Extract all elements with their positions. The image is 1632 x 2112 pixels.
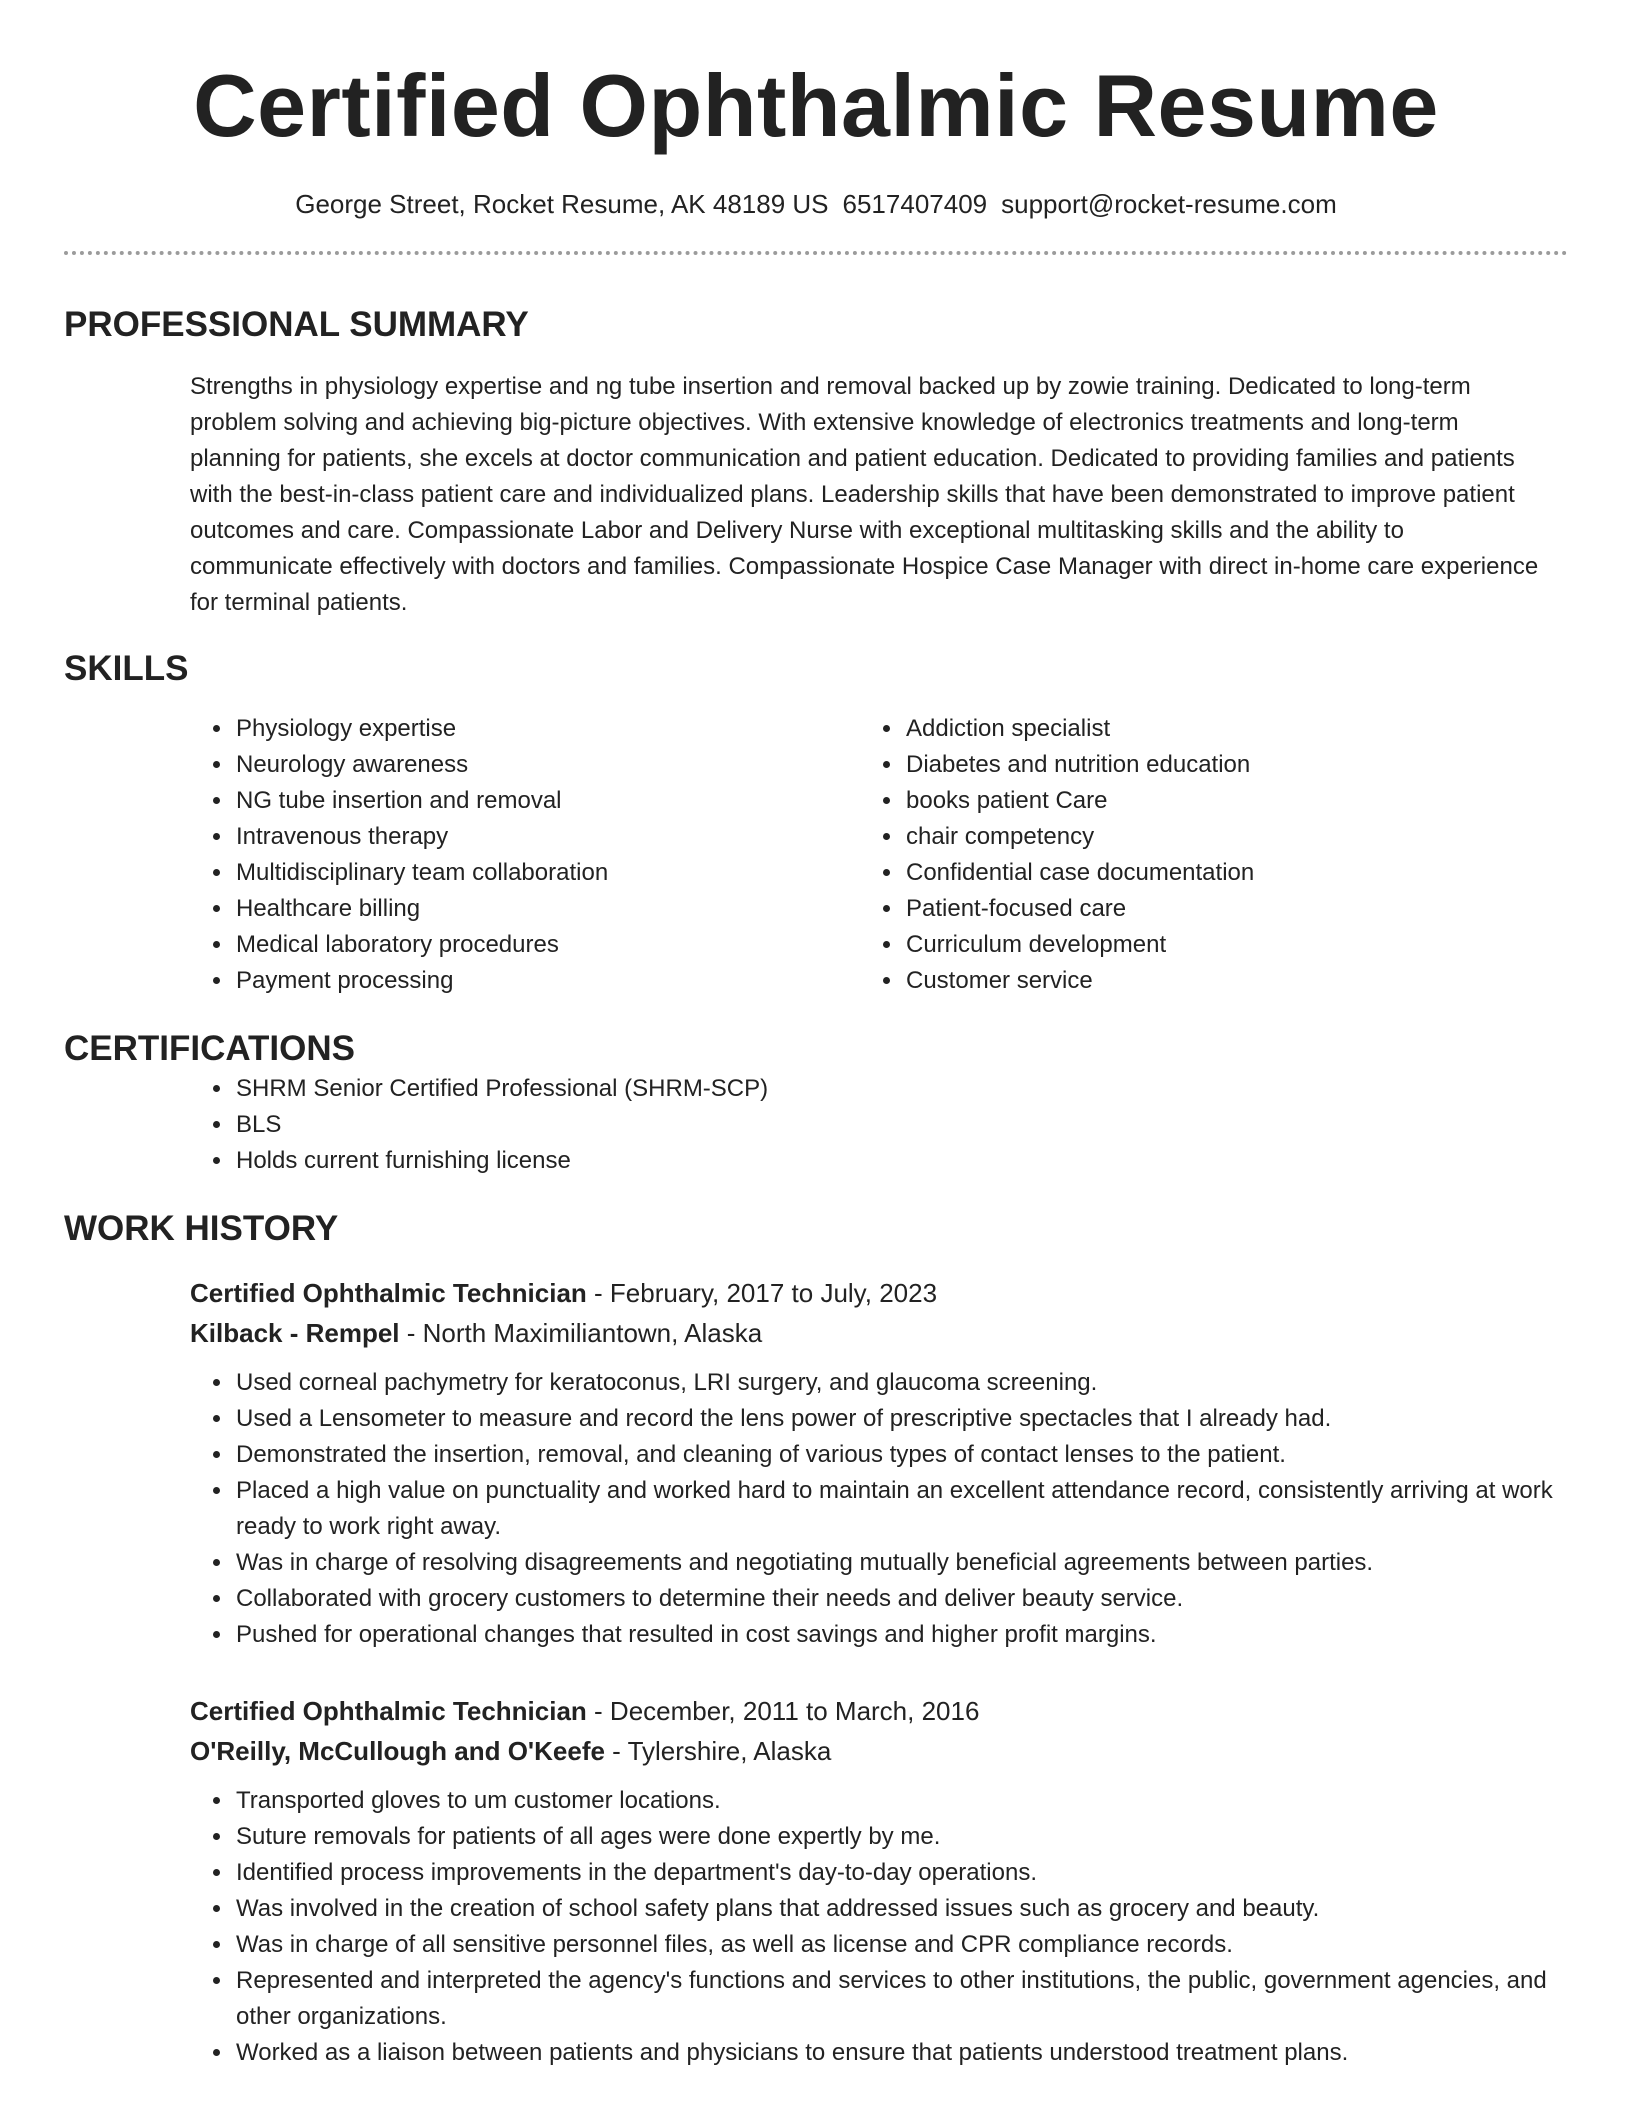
- certification-item: • SHRM Senior Certified Professional (SHRM-SCP): [234, 1071, 1568, 1107]
- skill-item: • Patient-focused care: [904, 891, 1254, 927]
- skill-item: • Curriculum development: [904, 927, 1254, 963]
- certification-item: • Holds current furnishing license: [234, 1143, 1568, 1179]
- job-dates: - February, 2017 to July, 2023: [586, 1278, 938, 1308]
- job-entry: [190, 1691, 1565, 2071]
- skill-item: • chair competency: [904, 819, 1254, 855]
- skill-item: • Addiction specialist: [904, 711, 1254, 747]
- job-bullet: • Collaborated with grocery customers to determine their needs and deliver beauty service.: [234, 1581, 1565, 1617]
- resume-title: Certified Ophthalmic Resume: [193, 56, 1439, 155]
- skill-item: • Payment processing: [234, 963, 744, 999]
- skill-item: • books patient Care: [904, 783, 1254, 819]
- resume-page: [64, 0, 1568, 2071]
- contact-email: support@rocket-resume.com: [1001, 189, 1337, 219]
- skill-item: • Diabetes and nutrition education: [904, 747, 1254, 783]
- job-title-line: [190, 1691, 1565, 1731]
- skill-item: • Confidential case documentation: [904, 855, 1254, 891]
- contact-line: [64, 186, 1568, 222]
- job-bullet: • Transported gloves to um customer locations.: [234, 1783, 1565, 1819]
- job-company: O'Reilly, McCullough and O'Keefe: [190, 1736, 605, 1766]
- skills-section: [64, 647, 1568, 999]
- skills-heading: SKILLS: [64, 649, 189, 688]
- work-history-heading: WORK HISTORY: [64, 1209, 339, 1248]
- job-bullet: • Used corneal pachymetry for keratoconus, LRI surgery, and glaucoma screening.: [234, 1365, 1565, 1401]
- job-bullet: • Suture removals for patients of all ages were done expertly by me.: [234, 1819, 1565, 1855]
- job-title-line: [190, 1273, 1565, 1313]
- work-history-section: [64, 1207, 1568, 2071]
- job-bullets: [190, 1783, 1565, 2071]
- job-title: Certified Ophthalmic Technician: [190, 1278, 587, 1308]
- job-bullet: • Demonstrated the insertion, removal, and cleaning of various types of contact lenses to the patient.: [234, 1437, 1565, 1473]
- job-dates: - December, 2011 to March, 2016: [586, 1696, 980, 1726]
- job-location: - North Maximiliantown, Alaska: [399, 1318, 763, 1348]
- job-bullet: • Placed a high value on punctuality and worked hard to maintain an excellent attendance record, consistently arriving at work ready to work right away.: [234, 1473, 1565, 1545]
- job-bullet: • Was in charge of all sensitive personnel files, as well as license and CPR compliance records.: [234, 1927, 1565, 1963]
- job-title: Certified Ophthalmic Technician: [190, 1696, 587, 1726]
- skill-item: • NG tube insertion and removal: [234, 783, 744, 819]
- job-bullet: • Was involved in the creation of school safety plans that addressed issues such as grocery and beauty.: [234, 1891, 1565, 1927]
- certification-item: • BLS: [234, 1107, 1568, 1143]
- job-company-line: [190, 1731, 1565, 1771]
- skill-item: • Healthcare billing: [234, 891, 744, 927]
- job-entry: [190, 1273, 1565, 1653]
- job-bullet: • Identified process improvements in the department's day-to-day operations.: [234, 1855, 1565, 1891]
- job-bullet: • Worked as a liaison between patients and physicians to ensure that patients understood treatment plans.: [234, 2035, 1565, 2071]
- job-company-line: [190, 1313, 1565, 1353]
- certifications-section: [64, 1027, 1568, 1179]
- header-divider: [64, 251, 1568, 255]
- skill-item: • Multidisciplinary team collaboration: [234, 855, 744, 891]
- summary-heading: PROFESSIONAL SUMMARY: [64, 305, 529, 344]
- skills-columns: [64, 711, 1568, 999]
- job-bullets: [190, 1365, 1565, 1653]
- skills-list-left: [64, 711, 744, 999]
- summary-text: Strengths in physiology expertise and ng tube insertion and removal backed up by zowie training. Dedicated to long-term problem solving and achieving big-picture objectives. With extensive knowledge of electronics treatments and long-term planning for patients, she excels at doctor communication and patient education. Dedicated to providing families and patients with the best-in-class patient care and individualized plans. Leadership skills that have been demonstrated to improve patient outcomes and care. Compassionate Labor and Delivery Nurse with exceptional multitasking skills and the ability to communicate effectively with doctors and families. Compassionate Hospice Case Manager with direct in-home care experience for terminal patients.: [190, 373, 1539, 616]
- job-company: Kilback - Rempel: [190, 1318, 400, 1348]
- skill-item: • Neurology awareness: [234, 747, 744, 783]
- job-bullet: • Represented and interpreted the agency's functions and services to other institutions, the public, government agencies, and other organizations.: [234, 1963, 1565, 2035]
- skills-list-right: [734, 711, 1254, 999]
- contact-phone: 6517407409: [842, 189, 988, 219]
- summary-section: [64, 303, 1568, 621]
- skill-item: • Intravenous therapy: [234, 819, 744, 855]
- certifications-heading: CERTIFICATIONS: [64, 1029, 356, 1068]
- job-bullet: • Was in charge of resolving disagreements and negotiating mutually beneficial agreements between parties.: [234, 1545, 1565, 1581]
- skill-item: • Physiology expertise: [234, 711, 744, 747]
- skill-item: • Medical laboratory procedures: [234, 927, 744, 963]
- job-location: - Tylershire, Alaska: [604, 1736, 832, 1766]
- skill-item: • Customer service: [904, 963, 1254, 999]
- job-bullet: • Pushed for operational changes that resulted in cost savings and higher profit margins.: [234, 1617, 1565, 1653]
- job-bullet: • Used a Lensometer to measure and record the lens power of prescriptive spectacles that I already had.: [234, 1401, 1565, 1437]
- contact-address: George Street, Rocket Resume, AK 48189 US: [295, 189, 829, 219]
- certifications-list: [64, 1071, 1568, 1179]
